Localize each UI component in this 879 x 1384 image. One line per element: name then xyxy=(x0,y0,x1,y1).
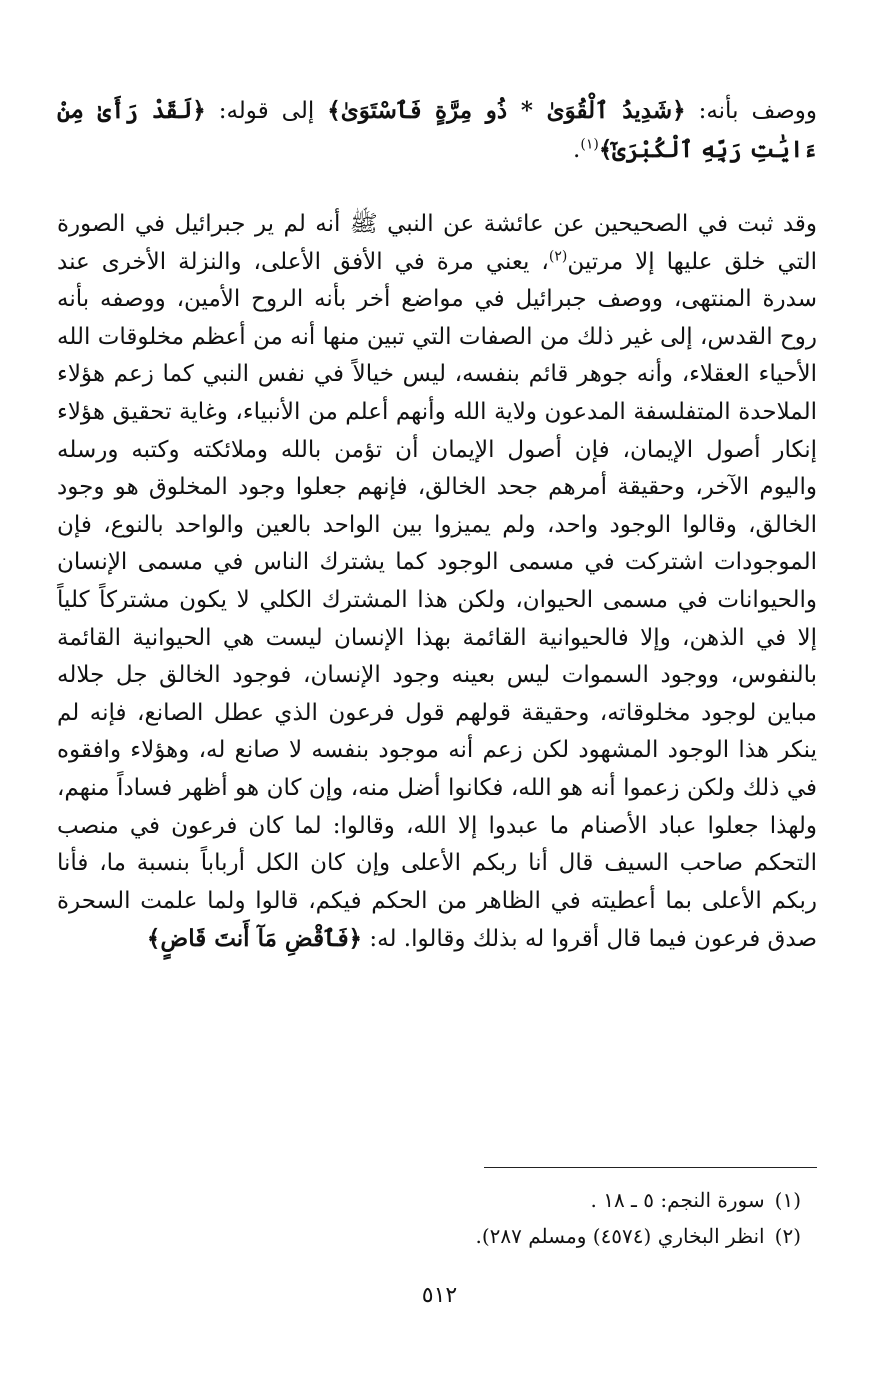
footnote-text: انظر البخاري (٤٥٧٤) ومسلم ٢٨٧). xyxy=(475,1224,765,1248)
intro-prefix: ووصف بأنه: xyxy=(698,98,818,124)
intro-middle: إلى قوله: xyxy=(218,98,315,124)
quran-quote-3: ﴿فَٱقْضِ مَآ أَنتَ قَاضٍ﴾ xyxy=(146,925,363,953)
quran-quote-1: ﴿شَدِيدُ ٱلْقُوَىٰ * ذُو مِرَّةٍ فَٱسْتَوَىٰ﴾ xyxy=(327,97,686,124)
footnote-1 xyxy=(101,1182,801,1218)
main-paragraph xyxy=(57,206,817,959)
footnote-number: (١) xyxy=(774,1188,801,1212)
footnote-text: سورة النجم: ٥ ـ ١٨ . xyxy=(590,1188,765,1212)
footnote-ref-2[interactable]: (٢) xyxy=(548,247,568,264)
footnote-number: (٢) xyxy=(774,1224,801,1248)
quran-quote-2: ﴿لَقَدْ رَأَىٰ مِنْ ءَايَٰتِ رَبِّهِ ٱلْكُبْرَىٰٓ﴾ xyxy=(57,97,817,163)
page-number: ٥١٢ xyxy=(421,1283,458,1308)
footnote-divider xyxy=(484,1167,817,1168)
intro-end: . xyxy=(573,136,581,163)
main-text-part-1: وقد ثبت في الصحيحين عن عائشة عن النبي ﷺ أنه لم ير جبرائيل في الصورة التي خلق عليها إلا مرتين xyxy=(57,211,818,275)
main-text-part-2: ، يعني مرة في الأفق الأعلى، والنزلة الأخرى عند سدرة المنتهى، ووصف جبرائيل في مواضع أخر بأنه الروح الأمين، ووصفه بأنه روح القدس، إلى غير ذلك من الصفات التي تبين منها أنه من أعظم مخلوقات الله الأحياء العقلاء، وأنه جوهر قائم بنفسه، ليس خيالاً في نفس النبي كما زعم هؤلاء الملاحدة المتفلسفة المدعون ولاية الله وأنهم أعلم من الأنبياء، وغاية تحقيق هؤلاء إنكار أصول الإيمان، فإن أصول الإيمان أن تؤمن بالله وملائكته وكتبه ورسله واليوم الآخر، وحقيقة أمرهم جحد الخالق، فإنهم جعلوا وجود المخلوق هو وجود الخالق، وقالوا الوجود واحد، ولم يميزوا بين الواحد بالعين والواحد بالنوع، فإن الموجودات اشتركت في مسمى الوجود كما يشترك الناس في مسمى الإنسان والحيوانات في مسمى الحيوان، ولكن هذا المشترك الكلي لا يكون مشتركاً كلياً إلا في الذهن، وإلا فالحيوانية القائمة بهذا الإنسان ليست هي الحيوانية القائمة بالنفوس، ووجود السموات ليس بعينه وجود الإنسان، فوجود الخالق جل جلاله مباين لوجود مخلوقاته، وحقيقة قولهم قول فرعون الذي عطل الصانع، فإنه لم ينكر هذا الوجود المشهود لكن زعم أنه موجود بنفسه لا صانع له، وهؤلاء وافقوه في ذلك ولكن زعموا أنه هو الله، فكانوا أضل منه، وإن كان هو أظهر فساداً منهم، ولهذا جعلوا عباد الأصنام ما عبدوا إلا الله، وقالوا: لما كان فرعون في منصب التحكم صاحب السيف قال أنا ربكم الأعلى وإن كان الكل أرباباً بنسبة ما، فأنا ربكم الأعلى بما أعطيته في الظاهر من الحكم فيكم، قالوا ولما علمت السحرة صدق فرعون فيما قال أقروا له بذلك وقالوا. له: xyxy=(57,248,817,953)
intro-paragraph xyxy=(57,92,817,169)
footnotes xyxy=(101,1182,801,1254)
footnote-2 xyxy=(101,1218,801,1254)
footnote-ref-1[interactable]: (١) xyxy=(580,135,599,152)
